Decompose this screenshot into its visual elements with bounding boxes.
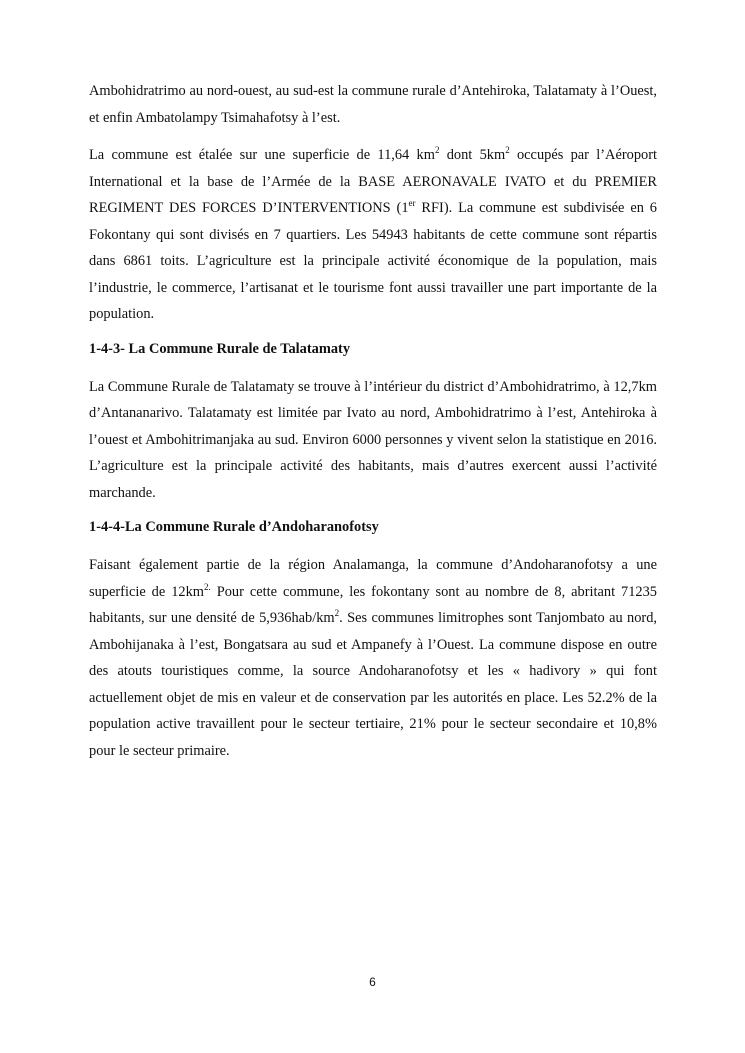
superscript: 2 <box>334 608 340 619</box>
superscript: 2 <box>505 145 510 156</box>
paragraph-ivato-description <box>89 142 657 328</box>
paragraph-text: La commune est étalée sur une superficie de 11,64 km <box>89 147 435 163</box>
paragraph-text: Pour cette commune, les fokontany sont au nombre de 8, abritant 71235 habitants, sur une densité de 5,936hab/km <box>89 583 657 626</box>
page-number: 6 <box>369 975 376 989</box>
paragraph-talatamaty <box>89 374 657 507</box>
superscript: er <box>408 198 416 209</box>
superscript: 2. <box>204 581 211 592</box>
paragraph-text: Ambohidratrimo au nord-ouest, au sud-est la commune rurale d’Antehiroka, Talatamaty à l’Ouest, et enfin Ambatolampy Tsimahafotsy à l’est. <box>89 83 657 126</box>
paragraph-text: La Commune Rurale de Talatamaty se trouve à l’intérieur du district d’Ambohidratrimo, à 12,7km d’Antananarivo. Talatamaty est limitée par Ivato au nord, Ambohidratrimo à l’est, Antehiroka à l’ouest et Ambohitrimanjaka au sud. Environ 6000 personnes y vivent selon la statistique en 2016. L’agriculture est la principale activité des habitants, mais d’autres exercent aussi l’activité marchande. <box>89 378 657 501</box>
paragraph-text: Faisant également partie de la région Analamanga, la commune d’Andoharanofotsy a une superficie de 12km <box>89 557 657 600</box>
page-content <box>89 78 657 775</box>
paragraph-text: RFI). La commune est subdivisée en 6 Fokontany qui sont divisés en 7 quartiers. Les 54943 habitants de cette commune sont répartis dans 6861 toits. L’agriculture est la principale activité économique de la population, mais l’industrie, le commerce, l’artisanat et le tourisme font aussi travailler une part importante de la population. <box>89 200 657 322</box>
paragraph-text: occupés par l’Aéroport International et la base de l’Armée de la BASE AERONAVALE IVATO et du PREMIER REGIMENT DES FORCES D’INTERVENTIONS (1 <box>89 147 658 216</box>
paragraph-andoharanofotsy <box>89 552 657 764</box>
paragraph-ivato-neighbors <box>89 78 657 131</box>
section-heading-andoharanofotsy: 1-4-4-La Commune Rurale d’Andoharanofotsy <box>89 519 379 535</box>
superscript: 2 <box>434 145 440 156</box>
paragraph-text: . Ses communes limitrophes sont Tanjombato au nord, Ambohijanaka à l’est, Bongatsara au sud et Ampanefy à l’Ouest. La commune dispose en outre des atouts touristiques comme, la source Andoharanofotsy et les « hadivory » qui font actuellement objet de mis en valeur et de conservation par les autorités en place. Les 52.2% de la population active travaillent pour le secteur tertiaire, 21% pour le secteur secondaire et 10,8% pour le secteur primaire. <box>89 610 657 759</box>
paragraph-text: dont 5km <box>439 147 506 163</box>
section-heading-talatamaty: 1-4-3- La Commune Rurale de Talatamaty <box>89 340 351 357</box>
